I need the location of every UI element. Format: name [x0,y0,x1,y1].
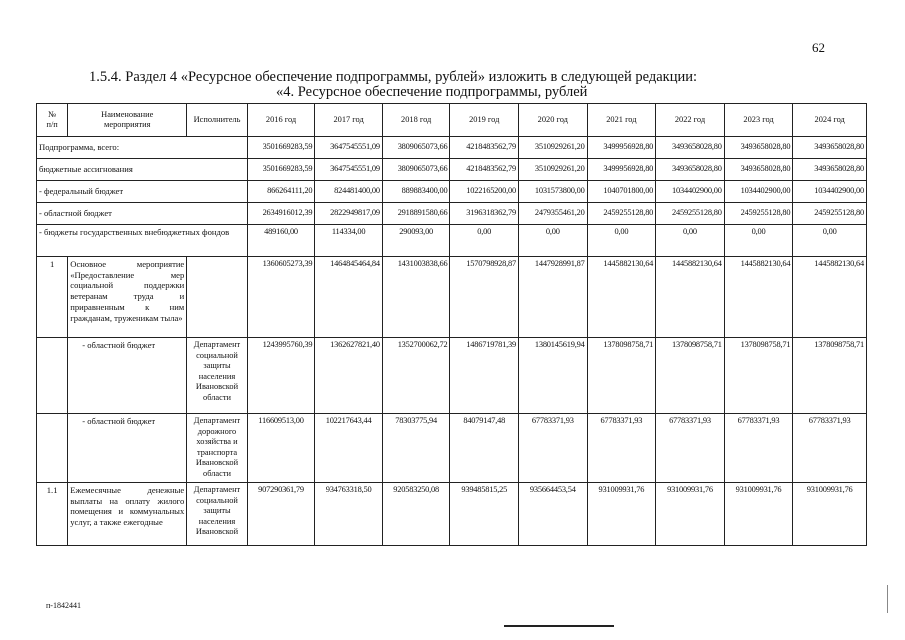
table-cell: 1445882130,64 [724,257,793,338]
table-cell: 3493658028,80 [656,159,725,181]
table-cell: 2459255128,80 [724,203,793,225]
table-row [37,159,867,181]
table-cell: 3493658028,80 [724,137,793,159]
table-cell: 67783371,93 [519,414,588,483]
table-cell: 1486719781,39 [450,338,519,414]
table-cell: 1360605273,39 [247,257,315,338]
page-number: 62 [812,40,825,55]
table-cell: 78303775,94 [382,414,450,483]
table-cell: 1031573800,00 [519,181,588,203]
table-cell: 1380145619,94 [519,338,588,414]
table-cell: 3493658028,80 [724,159,793,181]
table-cell: 907290361,79 [247,483,315,546]
table-cell: 1352700062,72 [382,338,450,414]
table-cell: 67783371,93 [656,414,725,483]
table-row [37,483,867,546]
table-row [37,414,867,483]
table-cell: 0,00 [519,225,588,257]
table-cell: 67783371,93 [793,414,867,483]
table-cell: 1378098758,71 [656,338,725,414]
margin-mark [887,585,888,613]
table-cell: 489160,00 [247,225,315,257]
table-cell: 934763318,50 [315,483,383,546]
header-year: 2016 год [247,104,315,137]
row-label: - областной бюджет [37,203,248,225]
section-heading: 1.5.4. Раздел 4 «Ресурсное обеспечение подпрограммы, рублей» изложить в следующей редакции: [89,69,698,85]
table-cell: 0,00 [793,225,867,257]
header-year: 2019 год [450,104,519,137]
header-year: 2020 год [519,104,588,137]
table-cell: 2459255128,80 [587,203,656,225]
table-cell: 939485815,25 [450,483,519,546]
table-cell: 931009931,76 [793,483,867,546]
row-label: - федеральный бюджет [37,181,248,203]
header-year: 2023 год [724,104,793,137]
table-cell: 4218483562,79 [450,137,519,159]
table-cell: 2822949817,09 [315,203,383,225]
table-row [37,203,867,225]
table-cell: 3647545551,09 [315,137,383,159]
table-cell: 2459255128,80 [656,203,725,225]
event-name: - областной бюджет [68,414,187,483]
table-cell: 931009931,76 [656,483,725,546]
table-cell: 1445882130,64 [793,257,867,338]
table-cell: 2918891580,66 [382,203,450,225]
table-cell: 3196318362,79 [450,203,519,225]
event-executor [187,257,248,338]
table-cell: 1034402900,00 [656,181,725,203]
row-index [37,414,68,483]
table-cell: 3501669283,59 [247,159,315,181]
table-cell: 1447928991,87 [519,257,588,338]
table-cell: 931009931,76 [587,483,656,546]
table-cell: 0,00 [724,225,793,257]
table-cell: 290093,00 [382,225,450,257]
table-cell: 920583250,08 [382,483,450,546]
table-cell: 0,00 [587,225,656,257]
header-executor: Исполнитель [187,104,248,137]
table-cell: 2479355461,20 [519,203,588,225]
table-cell: 1378098758,71 [587,338,656,414]
table-cell: 4218483562,79 [450,159,519,181]
table-header [37,104,867,137]
table-cell: 889883400,00 [382,181,450,203]
table-cell: 1378098758,71 [793,338,867,414]
header-year: 2021 год [587,104,656,137]
section-subheading: «4. Ресурсное обеспечение подпрограммы, рублей [276,84,588,100]
table-cell: 1362627821,40 [315,338,383,414]
table-cell: 3809065073,66 [382,159,450,181]
table-cell: 3647545551,09 [315,159,383,181]
table-cell: 3493658028,80 [656,137,725,159]
event-executor: Департамент социальной защиты населения Ивановской области [187,338,248,414]
event-executor: Департамент социальной защиты населения Ивановской [187,483,248,546]
event-name: Ежемесячные денежные выплаты на оплату жилого помещения и коммунальных услуг, а также ежегодные [68,483,187,546]
table-cell: 3809065073,66 [382,137,450,159]
table-cell: 935664453,54 [519,483,588,546]
event-name: - областной бюджет [68,338,187,414]
table-cell: 2634916012,39 [247,203,315,225]
table-cell: 866264111,20 [247,181,315,203]
table-row [37,338,867,414]
table-cell: 0,00 [450,225,519,257]
table-cell: 67783371,93 [587,414,656,483]
header-name: Наименование мероприятия [68,104,187,137]
table-cell: 0,00 [656,225,725,257]
resource-table [36,103,867,546]
table-cell: 3510929261,20 [519,137,588,159]
table-cell: 1445882130,64 [656,257,725,338]
table-cell: 67783371,93 [724,414,793,483]
event-name: Основное мероприятие «Предоставление мер социальной поддержки ветеранам труда и приравненным к ним гражданам, труженикам тыла» [68,257,187,338]
header-year: 2024 год [793,104,867,137]
table-cell: 1464845464,84 [315,257,383,338]
table-row [37,225,867,257]
table-cell: 3510929261,20 [519,159,588,181]
table-cell: 116609513,00 [247,414,315,483]
header-year: 2018 год [382,104,450,137]
table-row [37,181,867,203]
table-row [37,137,867,159]
header-year: 2022 год [656,104,725,137]
row-index: 1 [37,257,68,338]
table-cell: 3501669283,59 [247,137,315,159]
table-cell: 1243995760,39 [247,338,315,414]
row-label: бюджетные ассигнования [37,159,248,181]
table-cell: 3493658028,80 [793,159,867,181]
table-cell: 114334,00 [315,225,383,257]
table-cell: 1034402900,00 [793,181,867,203]
table-cell: 1040701800,00 [587,181,656,203]
table-cell: 1570798928,87 [450,257,519,338]
table-cell: 3499956928,80 [587,137,656,159]
header-year: 2017 год [315,104,383,137]
table-row [37,257,867,338]
row-label: - бюджеты государственных внебюджетных фондов [37,225,248,257]
table-cell: 931009931,76 [724,483,793,546]
table-cell: 1445882130,64 [587,257,656,338]
table-cell: 2459255128,80 [793,203,867,225]
table-cell: 1378098758,71 [724,338,793,414]
row-label: Подпрограмма, всего: [37,137,248,159]
row-index [37,338,68,414]
event-executor: Департамент дорожного хозяйства и транспорта Ивановской области [187,414,248,483]
header-num: № п/п [37,104,68,137]
table-cell: 3499956928,80 [587,159,656,181]
table-cell: 84079147,48 [450,414,519,483]
table-cell: 1034402900,00 [724,181,793,203]
table-cell: 3493658028,80 [793,137,867,159]
document-code: п-1842441 [46,601,81,610]
table-cell: 824481400,00 [315,181,383,203]
table-cell: 102217643,44 [315,414,383,483]
scan-artifact-line [504,625,614,627]
table-cell: 1431003838,66 [382,257,450,338]
row-index: 1.1 [37,483,68,546]
table-cell: 1022165200,00 [450,181,519,203]
